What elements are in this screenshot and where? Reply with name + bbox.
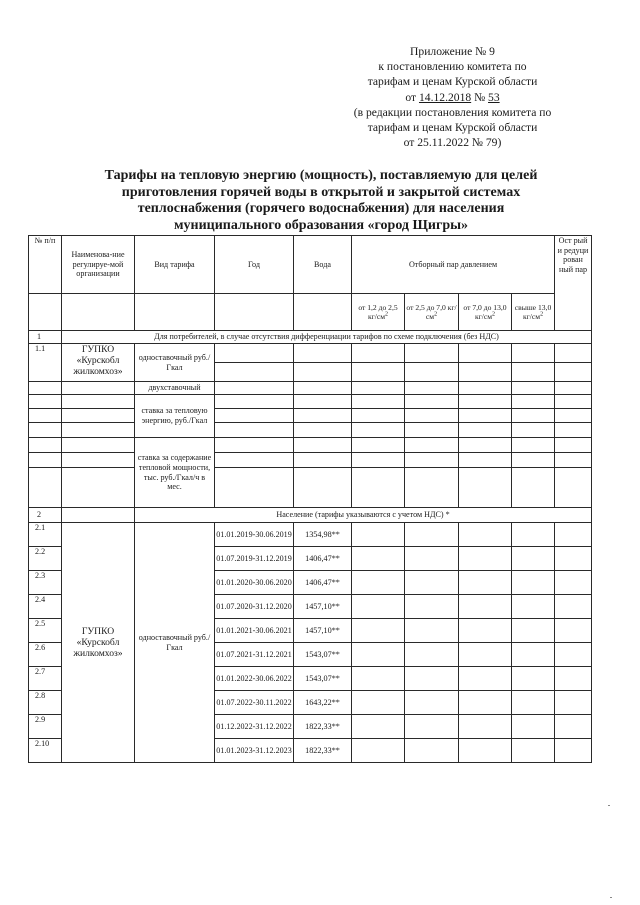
heat-energy-rate: ставка за тепловую энергию, руб./Гкал xyxy=(135,395,215,438)
section-2-row: 2 Население (тарифы указываются с учетом НДС) * xyxy=(29,508,592,523)
tariff-type: одноставочный руб./Гкал xyxy=(135,523,215,763)
col-org-header: Наименова-ние регулируе-мой организации xyxy=(62,236,135,294)
col-steam-header: Отборный пар давлением xyxy=(352,236,555,294)
tariff-value: 1406,47** xyxy=(294,547,352,571)
period: 01.01.2020-30.06.2020 xyxy=(215,571,294,595)
table-row: 2.5 01.01.2021-30.06.2021 1457,10** xyxy=(29,619,592,643)
tariff-table xyxy=(28,235,592,763)
table-row xyxy=(29,395,592,409)
tariff-value: 1822,33** xyxy=(294,739,352,763)
table-row: 2.1 ГУПКО «Курскобл жилкомхоз» одноставочный руб./Гкал 01.01.2019-30.06.2019 1354,98** xyxy=(29,523,592,547)
decree-number: 53 xyxy=(488,90,500,104)
col-water-header: Вода xyxy=(294,236,352,294)
table-row: 2.6 01.07.2021-31.12.2021 1543,07** xyxy=(29,643,592,667)
header-line: (в редакции постановления комитета по xyxy=(353,105,552,119)
table-row: 2.10 01.01.2023-31.12.2023 1822,33** xyxy=(29,739,592,763)
table-row xyxy=(29,423,592,438)
scan-speck xyxy=(610,897,612,898)
decree-date: 14.12.2018 xyxy=(418,90,472,104)
tariff-type: одноставочный руб./Гкал xyxy=(135,344,215,382)
table-row: 2.2 01.07.2019-31.12.2019 1406,47** xyxy=(29,547,592,571)
tariff-value: 1543,07** xyxy=(294,667,352,691)
table-row: 2.8 01.07.2022-30.11.2022 1643,22** xyxy=(29,691,592,715)
header-line: тарифам и ценам Курской области xyxy=(367,121,538,135)
tariff-value: 1822,33** xyxy=(294,715,352,739)
section-1-title: Для потребителей, в случае отсутствия дифференциации тарифов по схеме подключения (без НДС) xyxy=(62,331,592,344)
table-row: 2.3 01.01.2020-30.06.2020 1406,47** xyxy=(29,571,592,595)
col-type-header: Вид тарифа xyxy=(135,236,215,294)
period: 01.07.2019-31.12.2019 xyxy=(215,547,294,571)
col-sharp-steam-header: Ост рый и редуци рован ный пар xyxy=(555,236,592,331)
table-row xyxy=(29,468,592,508)
pressure-2-header: от 2,5 до 7,0 $кг/см^2$ xyxy=(405,294,459,331)
table-row xyxy=(29,453,592,468)
tariff-value: 1643,22** xyxy=(294,691,352,715)
tariff-value: 1354,98** xyxy=(294,523,352,547)
table-row xyxy=(29,382,592,395)
table-row: 2.4 01.07.2020-31.12.2020 1457,10** xyxy=(29,595,592,619)
table-row xyxy=(29,438,592,453)
table-row: 2.9 01.12.2022-31.12.2022 1822,33** xyxy=(29,715,592,739)
decree-date-line: от 14.12.2018 № 53 xyxy=(405,90,500,104)
period: 01.07.2020-31.12.2020 xyxy=(215,595,294,619)
capacity-rate: ставка за содержание тепловой мощности, тыс. руб./Гкал/ч в мес. xyxy=(135,438,215,508)
period: 01.12.2022-31.12.2022 xyxy=(215,715,294,739)
table-row: 1.1 ГУПКО «Курскобл жилкомхоз» одноставочный руб./Гкал xyxy=(29,344,592,363)
appendix-header xyxy=(330,44,575,150)
col-num-header: № п/п xyxy=(29,236,62,294)
table-row: 2.7 01.01.2022-30.06.2022 1543,07** xyxy=(29,667,592,691)
organization-name: ГУПКО «Курскобл жилкомхоз» xyxy=(62,523,135,763)
document-title: Тарифы на тепловую энергию (мощность), поставляемую для целей приготовления горячей воды в открытой и закрытой системах теплоснабжения (горячего водоснабжения) для населения муниципального образования «город Щигры» xyxy=(104,168,538,233)
period: 01.01.2021-30.06.2021 xyxy=(215,619,294,643)
tariff-value: 1457,10** xyxy=(294,619,352,643)
period: 01.07.2022-30.11.2022 xyxy=(215,691,294,715)
appendix-number: Приложение № 9 xyxy=(410,45,495,58)
header-line: к постановлению комитета по xyxy=(378,60,527,74)
header-line: тарифам и ценам Курской области xyxy=(367,75,538,89)
pressure-4-header: свыше 13,0 $кг/см^2$ xyxy=(512,294,555,331)
period: 01.01.2023-31.12.2023 xyxy=(215,739,294,763)
section-2-title: Население (тарифы указываются с учетом НДС) * xyxy=(135,508,592,523)
period: 01.01.2019-30.06.2019 xyxy=(215,523,294,547)
organization-name: ГУПКО «Курскобл жилкомхоз» xyxy=(62,344,135,382)
tariff-value: 1406,47** xyxy=(294,571,352,595)
pressure-3-header: от 7,0 до 13,0 $кг/см^2$ xyxy=(459,294,512,331)
pressure-1-header: от 1,2 до 2,5 $кг/см^2$ xyxy=(352,294,405,331)
section-1-row: 1 Для потребителей, в случае отсутствия дифференциации тарифов по схеме подключения (без НДС) xyxy=(29,331,592,344)
tariff-value: 1543,07** xyxy=(294,643,352,667)
col-year-header: Год xyxy=(215,236,294,294)
header-line: от 25.11.2022 № 79) xyxy=(403,136,502,150)
scan-speck xyxy=(608,805,610,806)
table-row xyxy=(29,409,592,423)
tariff-value: 1457,10** xyxy=(294,595,352,619)
table-subheader-row xyxy=(29,294,592,331)
tariff-type: двухставочный xyxy=(135,382,215,395)
period: 01.01.2022-30.06.2022 xyxy=(215,667,294,691)
table-header-row xyxy=(29,236,592,294)
period: 01.07.2021-31.12.2021 xyxy=(215,643,294,667)
